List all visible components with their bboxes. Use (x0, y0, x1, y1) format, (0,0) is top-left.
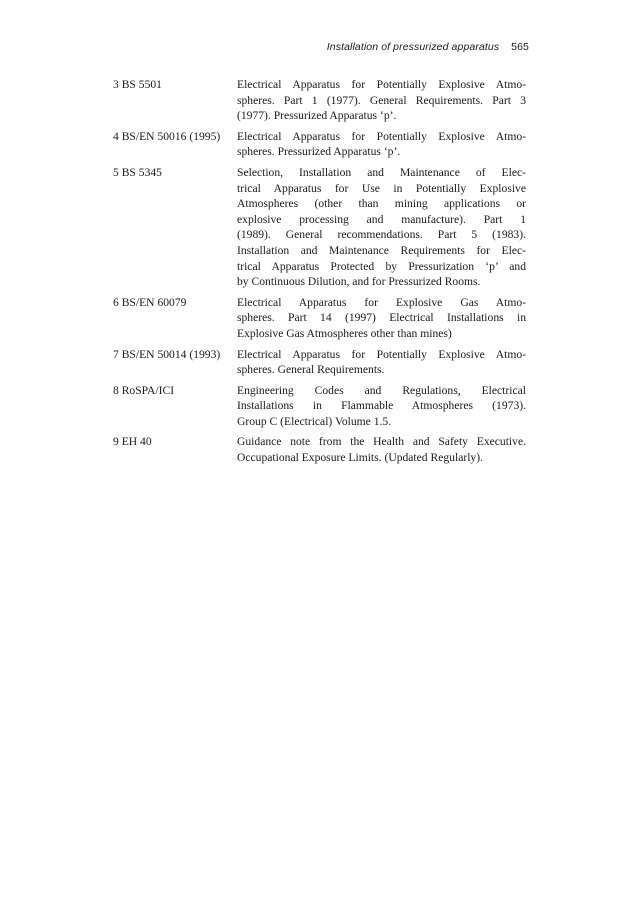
reference-line: trical Apparatus for Use in Potentially Explosive (237, 181, 526, 195)
reference-label: 8 RoSPA/ICI (113, 383, 175, 397)
reference-description (237, 129, 526, 160)
reference-line: spheres. General Requirements. (237, 363, 385, 377)
reference-label: 7 BS/EN 50014 (1993) (113, 347, 221, 361)
reference-description (237, 77, 526, 124)
reference-line: (1989). General recommendations. Part 5 (1983). (237, 228, 526, 242)
reference-line: Installation and Maintenance Requirements for Elec- (237, 243, 526, 257)
reference-line: Selection, Installation and Maintenance of Elec- (237, 165, 526, 179)
reference-item (113, 434, 526, 465)
reference-line: Explosive Gas Atmospheres other than mines) (237, 326, 452, 340)
reference-line: explosive processing and manufacture). Part 1 (237, 212, 526, 226)
running-header-title: Installation of pressurized apparatus (326, 41, 500, 53)
reference-line: Installations in Flammable Atmospheres (1973). (237, 399, 526, 413)
reference-description (237, 295, 526, 342)
reference-line: Electrical Apparatus for Potentially Explosive Atmo- (237, 78, 526, 91)
reference-line: Electrical Apparatus for Potentially Explosive Atmo- (237, 347, 526, 361)
reference-description (237, 383, 526, 430)
reference-line: (1977). Pressurized Apparatus ‘p’. (237, 109, 397, 123)
reference-item (113, 165, 526, 290)
reference-line: Guidance note from the Health and Safety Executive. (237, 435, 526, 449)
reference-line: Atmospheres (other than mining applications or (237, 197, 526, 211)
reference-label: 9 EH 40 (113, 435, 152, 449)
reference-label: 3 BS 5501 (113, 78, 162, 91)
reference-label: 5 BS 5345 (113, 165, 162, 179)
reference-line: Electrical Apparatus for Explosive Gas Atmo- (237, 295, 526, 309)
reference-description (237, 434, 526, 465)
reference-item (113, 295, 526, 342)
reference-label: 4 BS/EN 50016 (1995) (113, 129, 221, 143)
reference-line: Occupational Exposure Limits. (Updated Regularly). (237, 451, 483, 465)
reference-item (113, 383, 526, 430)
reference-line: Group C (Electrical) Volume 1.5. (237, 414, 392, 428)
reference-line: Engineering Codes and Regulations, Electrical (237, 383, 526, 397)
reference-line: trical Apparatus Protected by Pressurization ‘p’ and (237, 259, 526, 273)
reference-item (113, 347, 526, 378)
reference-line: spheres. Part 14 (1997) Electrical Installations in (237, 311, 526, 325)
reference-line: by Continuous Dilution, and for Pressurized Rooms. (237, 275, 481, 289)
reference-description (237, 347, 526, 378)
reference-line: spheres. Pressurized Apparatus ‘p’. (237, 145, 401, 159)
reference-list (113, 77, 526, 471)
reference-line: Electrical Apparatus for Potentially Explosive Atmo- (237, 129, 526, 143)
running-header (327, 41, 529, 53)
page-number: 565 (511, 41, 529, 53)
reference-item (113, 77, 526, 124)
reference-description (237, 165, 526, 290)
reference-item (113, 129, 526, 160)
reference-label: 6 BS/EN 60079 (113, 295, 187, 309)
reference-line: spheres. Part 1 (1977). General Requirements. Part 3 (237, 93, 526, 107)
